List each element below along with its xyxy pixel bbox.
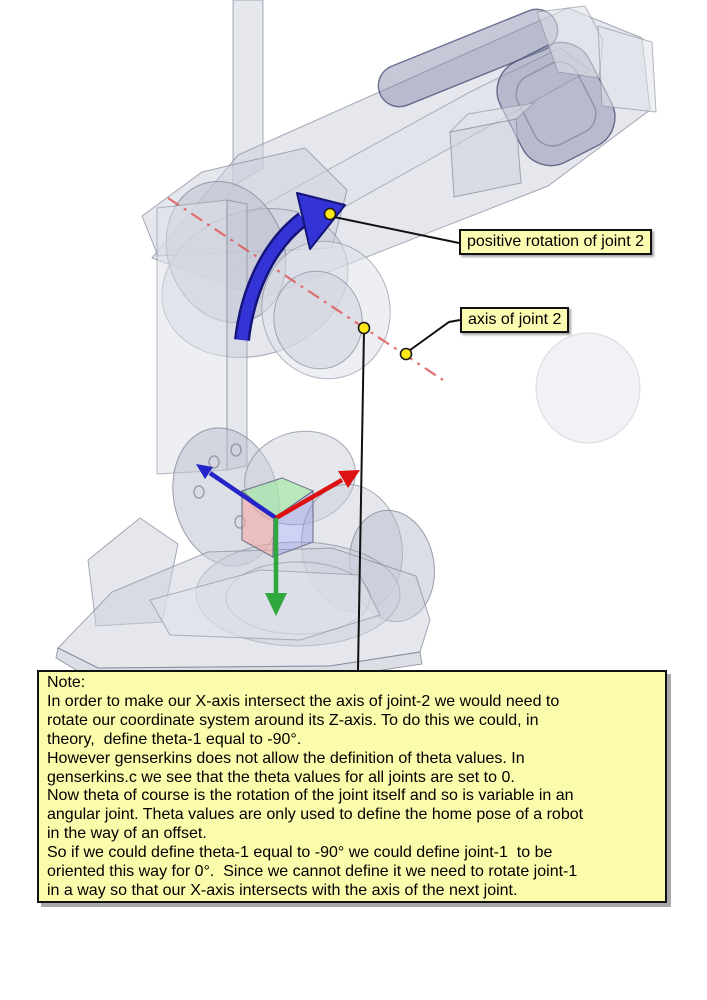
robot-beam-block-front (450, 119, 521, 197)
robot-elbow-side (598, 26, 656, 112)
note-line: in a way so that our X-axis intersects with the axis of the next joint. (47, 881, 518, 899)
note-line: genserkins.c we see that the theta values for all joints are set to 0. (47, 768, 515, 786)
label-positive-rotation-of-joint-2: positive rotation of joint 2 (459, 229, 652, 255)
marker-dot-rotation (325, 209, 336, 220)
marker-dot-axis-outer (401, 349, 412, 360)
note-line: angular joint. Theta values are only used to define the home pose of a robot (47, 806, 584, 824)
note-line: theory, define theta-1 equal to -90°. (47, 730, 302, 748)
note-line: Now theta of course is the rotation of the joint itself and so is variable in an (47, 787, 574, 805)
marker-dot-axis-mid (359, 323, 370, 334)
note-line: So if we could define theta-1 equal to -90° we could define joint-1 to be (47, 844, 553, 862)
note-line: In order to make our X-axis intersect the axis of joint-2 we would need to (47, 692, 560, 710)
note-heading: Note: (47, 674, 86, 691)
note-line: rotate our coordinate system around its Z-axis. To do this we could, in (47, 711, 539, 729)
leader-axis-of-joint (406, 320, 460, 353)
note-box (37, 670, 667, 903)
label-axis-of-joint-2: axis of joint 2 (460, 307, 569, 333)
note-line: in the way of an offset. (47, 825, 207, 843)
note-line: oriented this way for 0°. Since we cannot define it we need to rotate joint-1 (47, 863, 578, 881)
robot-axis-ghost-disk (536, 333, 640, 443)
robot-arm-render (56, 0, 656, 681)
note-line: However genserkins does not allow the definition of theta values. In (47, 749, 525, 767)
